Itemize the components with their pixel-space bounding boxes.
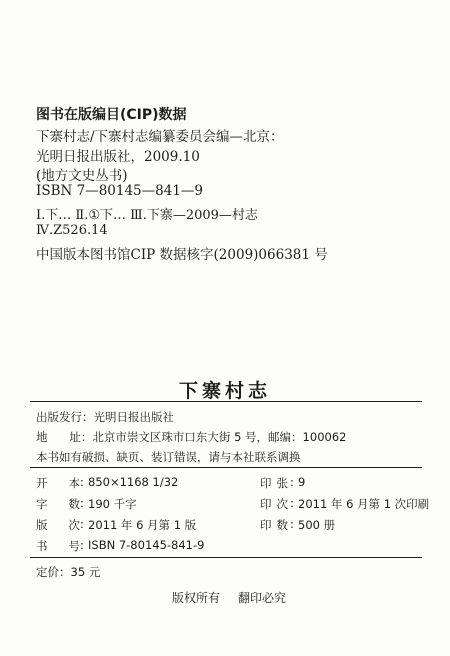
spec-value: 9 bbox=[298, 475, 306, 489]
cip-line-author: 下寨村志/下寨村志编纂委员会编—北京： bbox=[36, 129, 284, 145]
spec-value: 850×1168 1/32 bbox=[88, 475, 179, 489]
spec-divider bbox=[30, 557, 422, 558]
publisher-line: 出版发行：光明日报出版社 bbox=[36, 410, 174, 424]
cip-class-number: Ⅳ.Z526.14 bbox=[36, 223, 108, 238]
spec-label: 字 数 bbox=[36, 497, 80, 511]
spec-row-word-count: 字 数 : 190 千字 印 次 : 2011 年 6 月第 1 次印刷 bbox=[36, 496, 430, 511]
price: 定价：35 元 bbox=[36, 565, 101, 579]
spec-row-format: 开 本 : 850×1168 1/32 印 张 : 9 bbox=[36, 475, 306, 490]
spec-label: 印 数 bbox=[260, 518, 288, 532]
cip-line-series: (地方文史丛书) bbox=[36, 168, 128, 184]
spec-value: 2011 年 6 月第 1 版 bbox=[88, 518, 197, 532]
spec-label: 书 号 bbox=[36, 539, 80, 553]
cip-class-line: Ⅰ.下… Ⅱ.①下… Ⅲ.下寨—2009—村志 bbox=[36, 208, 258, 223]
spec-value: ISBN 7-80145-841-9 bbox=[88, 538, 205, 552]
spec-label: 开 本 bbox=[36, 476, 80, 490]
notice-line: 本书如有破损、缺页、装订错误，请与本社联系调换 bbox=[36, 450, 301, 464]
rights-notice bbox=[172, 589, 286, 606]
cip-data-note: 中国版本图书馆CIP 数据核字(2009)066381 号 bbox=[36, 247, 328, 263]
spec-value: 500 册 bbox=[298, 518, 336, 532]
cip-line-isbn: ISBN 7—80145—841—9 bbox=[36, 183, 203, 199]
spec-value: 2011 年 6 月第 1 次印刷 bbox=[298, 497, 430, 511]
spec-label: 印 次 bbox=[260, 497, 288, 511]
book-title: 下寨村志 bbox=[178, 380, 271, 402]
spec-value: 190 千字 bbox=[88, 497, 137, 511]
spec-label: 版 次 bbox=[36, 518, 80, 532]
cip-line-publisher: 光明日报出版社，2009.10 bbox=[36, 149, 200, 165]
cip-heading: 图书在版编目(CIP)数据 bbox=[36, 107, 187, 123]
spec-row-isbn: 书 号 : ISBN 7-80145-841-9 bbox=[36, 538, 205, 553]
notice-divider bbox=[30, 467, 422, 468]
rights-reserved: 版权所有 bbox=[172, 591, 221, 605]
spec-row-edition: 版 次 : 2011 年 6 月第 1 版 印 数 : 500 册 bbox=[36, 517, 336, 532]
title-divider bbox=[30, 401, 422, 402]
address-line: 地 址：北京市崇文区珠市口东大街 5 号，邮编：100062 bbox=[36, 430, 347, 444]
reprint-prohibited: 翻印必究 bbox=[238, 591, 287, 605]
spec-label: 印 张 bbox=[260, 476, 288, 490]
